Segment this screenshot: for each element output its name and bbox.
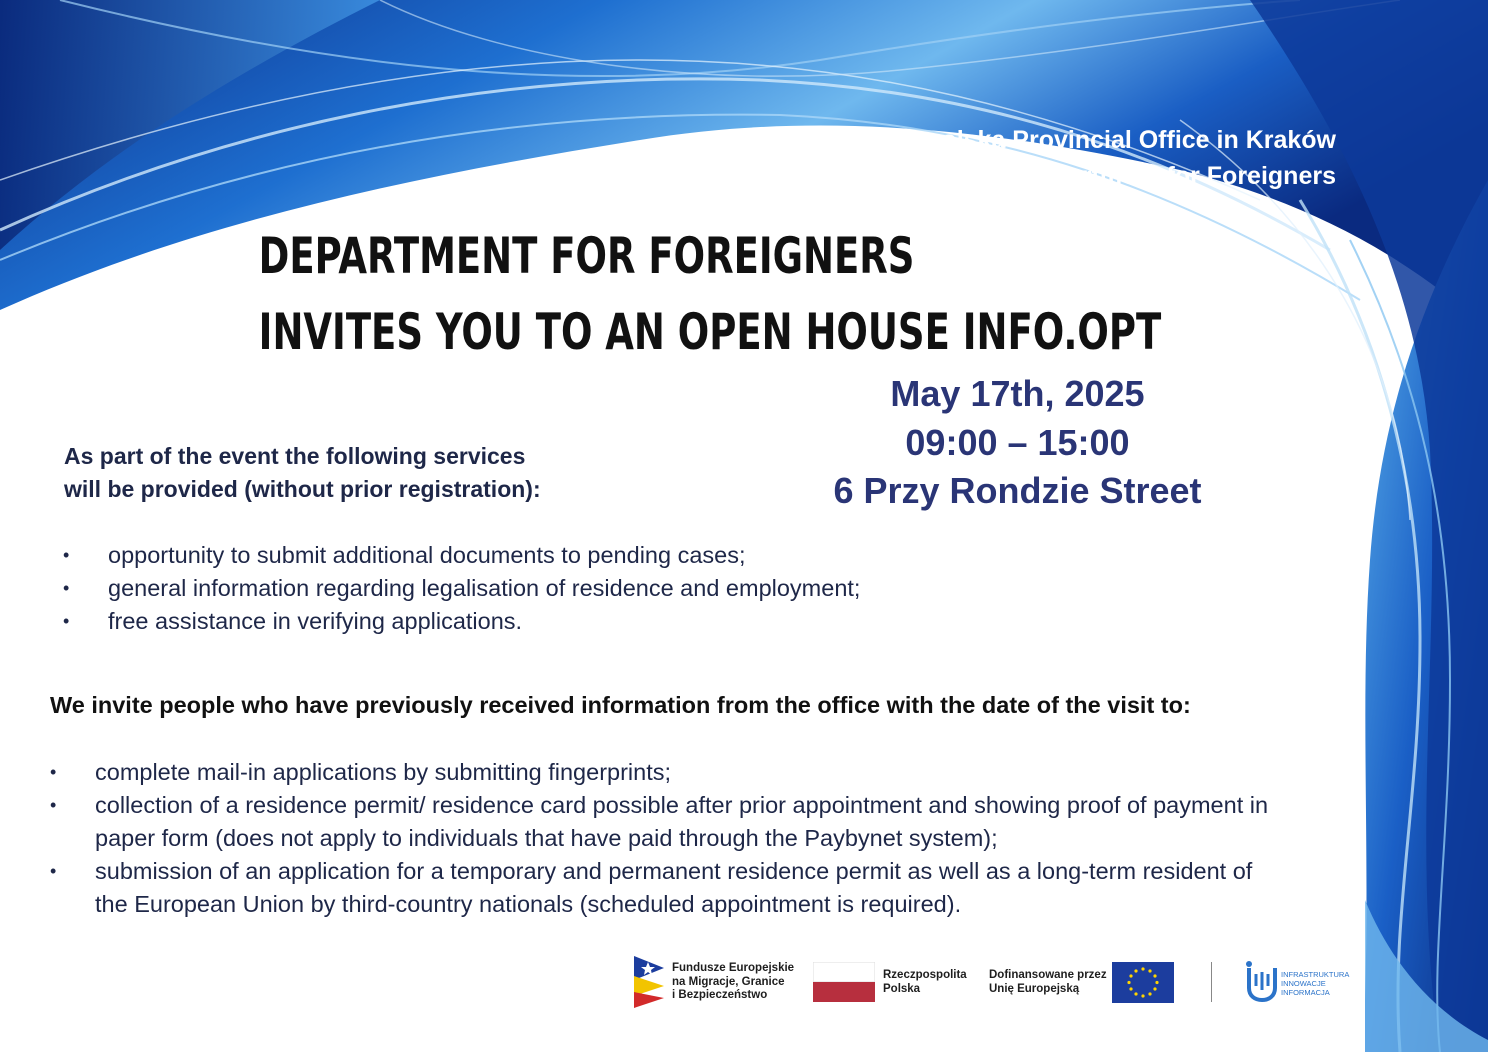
services-intro-line-2: will be provided (without prior registration): bbox=[64, 476, 541, 502]
fund-line-3: i Bezpieczeństwo bbox=[672, 989, 768, 1001]
event-details bbox=[780, 370, 1255, 516]
headline bbox=[258, 218, 1162, 370]
european-funds-logo-icon bbox=[634, 956, 664, 1008]
list-item-text: collection of a residence permit/ residence card possible after prior appointment and showing proof of payment in paper form (does not apply to individuals that have paid through the Paybynet system); bbox=[95, 792, 1269, 851]
services-list bbox=[63, 539, 860, 638]
bullet-icon: • bbox=[63, 545, 70, 565]
fund-line-1: Fundusze Europejskie bbox=[672, 962, 795, 974]
office-name: Malopolska Provincial Office in Kraków bbox=[869, 126, 1336, 154]
eu-caption bbox=[989, 969, 1107, 996]
bullet-icon: • bbox=[50, 762, 57, 782]
office-department: Department for Foreigners bbox=[1020, 162, 1336, 190]
bullet-icon: • bbox=[63, 611, 70, 631]
services-intro-line-1: As part of the event the following services bbox=[64, 443, 526, 469]
list-item bbox=[63, 539, 860, 572]
eu-line-1: Dofinansowane przez bbox=[989, 969, 1107, 981]
iii-line-3: INFORMACJA bbox=[1281, 988, 1330, 997]
list-item bbox=[63, 572, 860, 605]
infrastructure-logo-icon bbox=[1243, 960, 1281, 1002]
invite-list bbox=[50, 756, 1290, 921]
event-time: 09:00 – 15:00 bbox=[905, 421, 1130, 463]
list-item bbox=[50, 756, 1290, 789]
logo-divider bbox=[1211, 962, 1212, 1002]
eu-flag-icon bbox=[1112, 962, 1174, 1003]
list-item-text: opportunity to submit additional documents to pending cases; bbox=[108, 542, 746, 568]
iii-line-2: INNOWACJE bbox=[1281, 979, 1326, 988]
list-item-text: free assistance in verifying applications. bbox=[108, 608, 523, 634]
office-header bbox=[869, 122, 1336, 194]
bullet-icon: • bbox=[63, 578, 70, 598]
fund-line-2: na Migracje, Granice bbox=[672, 975, 785, 988]
headline-line-2: INVITES YOU TO AN OPEN HOUSE INFO.OPT bbox=[258, 303, 1162, 361]
list-item bbox=[50, 789, 1290, 855]
eu-line-2: Unię Europejską bbox=[989, 982, 1080, 995]
funding-logos-bar bbox=[0, 950, 1488, 1030]
poland-caption bbox=[883, 969, 967, 996]
list-item-text: submission of an application for a temporary and permanent residence permit as well as a long-term resident of the European Union by third-country nationals (scheduled appointment is required). bbox=[95, 858, 1253, 917]
polish-flag-icon bbox=[813, 962, 875, 1002]
event-address: 6 Przy Rondzie Street bbox=[833, 470, 1202, 511]
list-item-text: complete mail-in applications by submitting fingerprints; bbox=[95, 759, 672, 785]
bullet-icon: • bbox=[50, 795, 57, 815]
poland-line-2: Polska bbox=[883, 982, 921, 995]
services-intro bbox=[64, 440, 541, 506]
list-item bbox=[50, 855, 1290, 921]
european-funds-caption bbox=[672, 962, 794, 1003]
infrastructure-caption bbox=[1281, 970, 1349, 997]
list-item bbox=[63, 605, 860, 638]
poland-line-1: Rzeczpospolita bbox=[883, 969, 967, 981]
event-date: May 17th, 2025 bbox=[890, 373, 1145, 414]
bullet-icon: • bbox=[50, 861, 57, 881]
headline-line-1: DEPARTMENT FOR FOREIGNERS bbox=[258, 227, 915, 285]
iii-line-1: INFRASTRUKTURA bbox=[1281, 970, 1350, 979]
invite-lead: We invite people who have previously received information from the office with the date of the visit to: bbox=[50, 692, 1191, 718]
list-item-text: general information regarding legalisation of residence and employment; bbox=[108, 575, 861, 601]
